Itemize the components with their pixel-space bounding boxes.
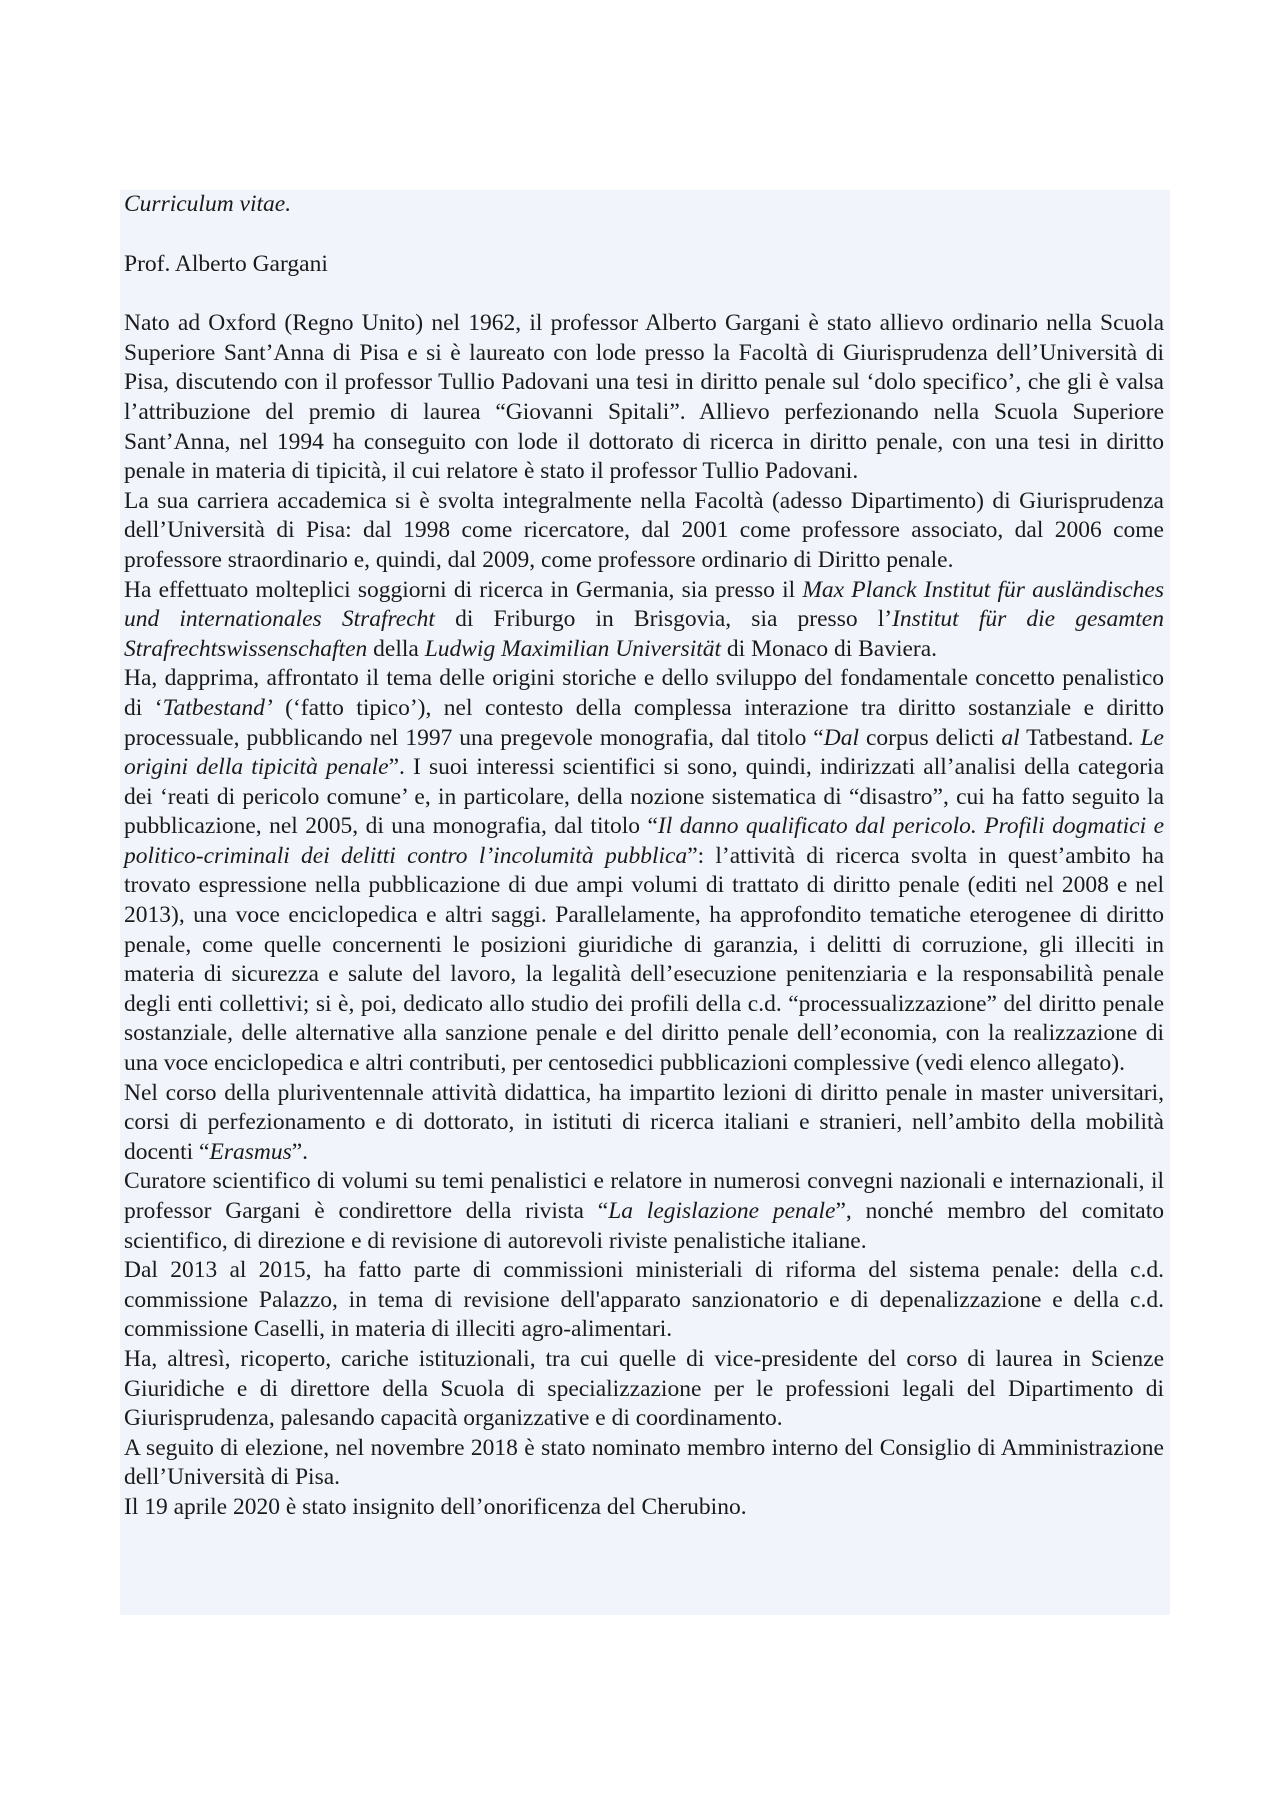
paragraph-biography: Nato ad Oxford (Regno Unito) nel 1962, il professor Alberto Gargani è stato allievo ordinario nella Scuola Superiore Sant’Anna di Pisa e si è laureato con lode presso la Facoltà di Giurisprudenza dell’Università di Pisa, discutendo con il professor Tullio Padovani una tesi in diritto penale sul ‘dolo specifico’, che gli è valsa l’attribuzione del premio di laurea “Giovanni Spitali”. Allievo perfezionando nella Scuola Superiore Sant’Anna, nel 1994 ha conseguito con lode il dottorato di ricerca in diritto penale, con una tesi in diritto penale in materia di tipicità, il cui relatore è stato il professor Tullio Padovani.: [124, 310, 1164, 485]
paragraph-research-stays: Ha effettuato molteplici soggiorni di ricerca in Germania, sia presso il Max Planck Institut für ausländisches und internationales Strafrecht di Friburgo in Brisgovia, sia presso l’Institut für die gesamten Strafrechtswissenschaften della Ludwig Maximilian Universität di Monaco di Baviera.: [124, 576, 1164, 662]
paragraph-research-interests: Ha, dapprima, affrontato il tema delle origini storiche e dello sviluppo del fondamentale concetto penalistico di ‘Tatbestand’ (‘fatto tipico’), nel contesto della complessa interazione tra diritto sostanziale e diritto processuale, pubblicando nel 1997 una pregevole monografia, dal titolo “Dal corpus delicti al Tatbestand. Le origini della tipicità penale”. I suoi interessi scientifici si sono, quindi, indirizzati all’analisi della categoria dei ‘reati di pericolo comune’ e, in particolare, della nozione sistematica di “disastro”, cui ha fatto seguito la pubblicazione, nel 2005, di una monografia, dal titolo “Il danno qualificato dal pericolo. Profili dogmatici e politico-criminali dei delitti contro l’incolumità pubblica”: l’attività di ricerca svolta in quest’ambito ha trovato espressione nella pubblicazione di due ampi volumi di trattato di diritto penale (editi nel 2008 e nel 2013), una voce enciclopedica e altri saggi. Parallelamente, ha approfondito tematiche eterogenee di diritto penale, come quelle concernenti le posizioni giuridiche di garanzia, i delitti di corruzione, gli illeciti in materia di sicurezza e salute del lavoro, la legalità dell’esecuzione penitenziaria e la responsabilità penale degli enti collettivi; si è, poi, dedicato allo studio dei profili della c.d. “processualizzazione” del diritto penale sostanziale, delle alternative alla sanzione penale e del diritto penale dell’economia, con la realizzazione di una voce enciclopedica e altri contributi, per centosedici pubblicazioni complessive (vedi elenco allegato).: [124, 665, 1165, 1077]
paragraph-academic-career: La sua carriera accademica si è svolta integralmente nella Facoltà (adesso Dipartimento) di Giurisprudenza dell’Università di Pisa: dal 1998 come ricercatore, dal 2001 come professore associato, dal 2006 come professore straordinario e, quindi, dal 2009, come professore ordinario di Diritto penale.: [124, 487, 1164, 573]
paragraph-honor: Il 19 aprile 2020 è stato insignito dell’onorificenza del Cherubino.: [124, 1493, 747, 1520]
paragraph-institutional-roles: Ha, altresì, ricoperto, cariche istituzionali, tra cui quelle di vice-presidente del corso di laurea in Scienze Giuridiche e di direttore della Scuola di specializzazione per le professioni legali del Dipartimento di Giurisprudenza, palesando capacità organizzative e di coordinamento.: [124, 1345, 1164, 1432]
paragraph-teaching: Nel corso della pluriventennale attività didattica, ha impartito lezioni di diritto penale in master universitari, corsi di perfezionamento e di dottorato, in istituti di ricerca italiani e stranieri, nell’ambito della mobilità docenti “Erasmus”.: [124, 1079, 1164, 1165]
person-name: Prof. Alberto Gargani: [124, 250, 328, 277]
document-title: Curriculum vitae.: [124, 191, 292, 217]
paragraph-editorial: Curatore scientifico di volumi su temi penalistici e relatore in numerosi convegni nazionali e internazionali, il professor Gargani è condirettore della rivista “La legislazione penale”, nonché membro del comitato scientifico, di direzione e di revisione di autorevoli riviste penalistiche italiane.: [124, 1168, 1165, 1254]
paragraph-election: A seguito di elezione, nel novembre 2018 è stato nominato membro interno del Consiglio di Amministrazione dell’Università di Pisa.: [124, 1434, 1164, 1491]
paragraph-commissions: Dal 2013 al 2015, ha fatto parte di commissioni ministeriali di riforma del sistema penale: della c.d. commissione Palazzo, in tema di revisione dell'apparato sanzionatorio e di depenalizzazione e della c.d. commissione Caselli, in materia di illeciti agro-alimentari.: [124, 1257, 1164, 1343]
document-body: [124, 190, 1164, 1523]
